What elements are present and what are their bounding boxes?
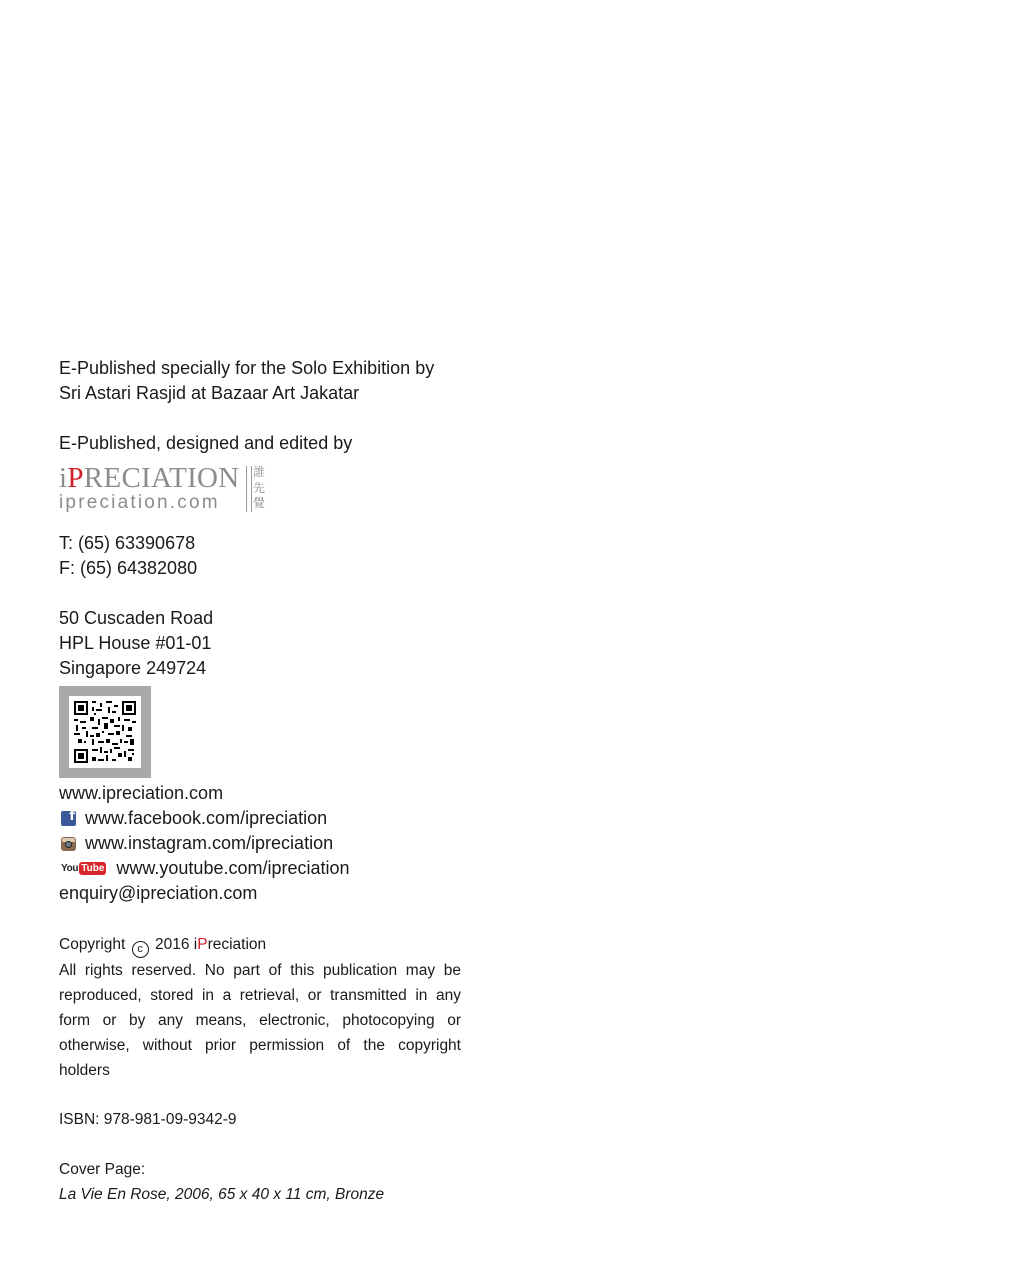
- contact-numbers: [59, 531, 197, 581]
- address-line-1: 50 Cuscaden Road: [59, 608, 214, 628]
- cover-caption: La Vie En Rose, 2006, 65 x 40 x 11 cm, Bronze: [59, 1186, 385, 1203]
- isbn-text: ISBN: 978-981-09-9342-9: [59, 1111, 237, 1128]
- links-list: [59, 781, 350, 906]
- youtube-icon: You Tube: [61, 863, 105, 874]
- facebook-link[interactable]: [59, 806, 350, 831]
- copyright-symbol: c: [132, 941, 149, 958]
- logo-divider: [246, 466, 252, 512]
- facebook-url[interactable]: www.facebook.com/ipreciation: [85, 808, 328, 828]
- address-line-2: HPL House #01-01: [59, 633, 212, 653]
- email-link[interactable]: enquiry@ipreciation.com: [59, 883, 258, 903]
- youtube-url[interactable]: www.youtube.com/ipreciation: [116, 858, 350, 878]
- designed-by-text: E-Published, designed and edited by: [59, 433, 353, 453]
- logo-wordmark: iPRECIATION: [59, 462, 240, 494]
- copyright-notice: All rights reserved. No part of this publication may be reproduced, stored in a retrieval, or transmitted in any form or by any means, electronic, photocopying or otherwise, without prior permission of the copyright holders: [59, 962, 461, 1079]
- logo-cjk-characters: 誰 先 覺: [253, 465, 266, 510]
- instagram-link[interactable]: [59, 831, 350, 856]
- address: [59, 606, 213, 681]
- instagram-icon: [61, 837, 76, 851]
- logo-url: ipreciation.com: [59, 492, 220, 513]
- website-link[interactable]: www.ipreciation.com: [59, 783, 224, 803]
- phone-number: T: (65) 63390678: [59, 533, 196, 553]
- address-line-3: Singapore 249724: [59, 658, 207, 678]
- qr-code: [59, 686, 151, 778]
- publication-intro: [59, 356, 434, 406]
- qr-code-pattern: [74, 701, 136, 763]
- copyright-line: Copyright c 2016 iPreciation: [59, 932, 461, 958]
- youtube-link[interactable]: [59, 856, 350, 881]
- designed-by: [59, 431, 352, 456]
- intro-line-1: E-Published specially for the Solo Exhibition by: [59, 358, 435, 378]
- isbn: [59, 1107, 237, 1132]
- copyright-section: [59, 932, 461, 1083]
- ipreciation-logo: [59, 463, 279, 513]
- intro-line-2: Sri Astari Rasjid at Bazaar Art Jakatar: [59, 383, 360, 403]
- cover-credit: [59, 1157, 384, 1207]
- fax-number: F: (65) 64382080: [59, 558, 198, 578]
- facebook-icon: [61, 811, 76, 826]
- cover-label: Cover Page:: [59, 1161, 146, 1178]
- instagram-url[interactable]: www.instagram.com/ipreciation: [85, 833, 334, 853]
